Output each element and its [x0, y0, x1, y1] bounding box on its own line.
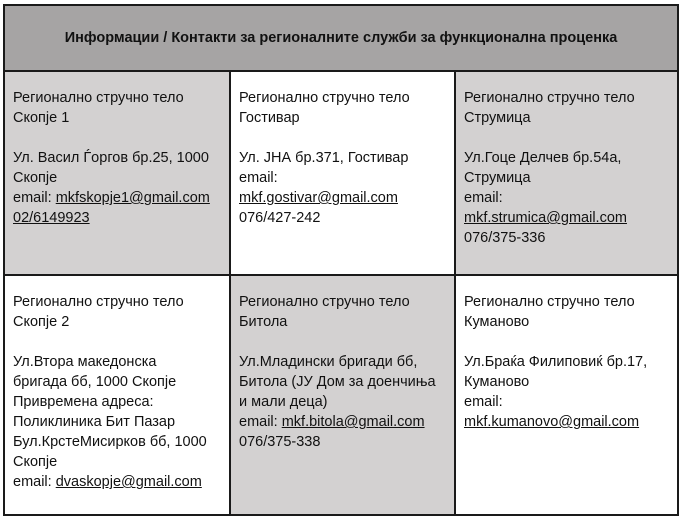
phone-number: 076/375-336: [464, 230, 546, 246]
office-title: Регионално стручно тело: [13, 294, 184, 310]
office-address: Ул. Васил Ѓоргов бр.25, 1000: [13, 150, 209, 166]
office-address: Ул.Младински бригади бб,: [239, 354, 418, 370]
office-cell-kumanovo: [456, 276, 677, 514]
office-title: Регионално стручно тело: [239, 90, 410, 106]
office-address: Битола (ЈУ Дом за доенчиња: [239, 374, 436, 390]
office-address: Привремена адреса:: [13, 394, 154, 410]
office-title: Регионално стручно тело: [239, 294, 410, 310]
table-title: Информации / Контакти за регионалните служби за функционална проценка: [64, 30, 618, 46]
email-label: email:: [13, 474, 56, 490]
office-address: Ул.Втора македонска: [13, 354, 157, 370]
column-divider: [454, 72, 456, 514]
email-label: email:: [464, 394, 503, 410]
office-cell-strumica: [456, 72, 677, 274]
office-cell-skopje-2: [5, 276, 229, 514]
phone-number: 076/375-338: [239, 434, 321, 450]
office-city: Струмица: [464, 110, 531, 126]
office-address: Ул. ЈНА бр.371, Гостивар: [239, 150, 409, 166]
office-address: Ул.Гоце Делчев бр.54а,: [464, 150, 622, 166]
email-link[interactable]: mkf.bitola@gmail.com: [281, 414, 425, 430]
office-address: бригада бб, 1000 Скопје: [13, 374, 177, 390]
email-link[interactable]: mkf.gostivar@gmail.com: [239, 190, 398, 206]
office-city: Скопје 2: [13, 314, 70, 330]
email-label: email:: [239, 414, 282, 430]
row-divider: [5, 274, 677, 276]
email-link[interactable]: dvaskopje@gmail.com: [55, 474, 202, 490]
phone-link[interactable]: 02/6149923: [13, 210, 90, 226]
office-title: Регионално стручно тело: [464, 294, 635, 310]
office-address: Скопје: [13, 170, 58, 186]
phone-number: 076/427-242: [239, 210, 321, 226]
office-cell-bitola: [231, 276, 454, 514]
office-address: Куманово: [464, 374, 530, 390]
office-address: Скопје: [13, 454, 58, 470]
column-divider: [229, 72, 231, 514]
office-cell-skopje-1: [5, 72, 229, 274]
office-address: и мали деца): [239, 394, 328, 410]
office-city: Битола: [239, 314, 288, 330]
email-link[interactable]: mkf.strumica@gmail.com: [464, 210, 627, 226]
table-header: [5, 6, 677, 72]
office-city: Куманово: [464, 314, 530, 330]
email-link[interactable]: mkfskopje1@gmail.com: [55, 190, 210, 206]
email-link[interactable]: mkf.kumanovo@gmail.com: [464, 414, 640, 430]
office-city: Гостивар: [239, 110, 300, 126]
office-title: Регионално стручно тело: [464, 90, 635, 106]
office-title: Регионално стручно тело: [13, 90, 184, 106]
contacts-table: [3, 4, 679, 516]
office-address: Струмица: [464, 170, 531, 186]
email-label: email:: [13, 190, 56, 206]
office-cell-gostivar: [231, 72, 454, 274]
email-label: email:: [464, 190, 503, 206]
office-address: Ул.Браќа Филиповиќ бр.17,: [464, 354, 648, 370]
office-address: Поликлиника Бит Пазар: [13, 414, 176, 430]
email-label: email:: [239, 170, 278, 186]
office-city: Скопје 1: [13, 110, 70, 126]
office-address: Бул.КрстеМисирков бб, 1000: [13, 434, 207, 450]
